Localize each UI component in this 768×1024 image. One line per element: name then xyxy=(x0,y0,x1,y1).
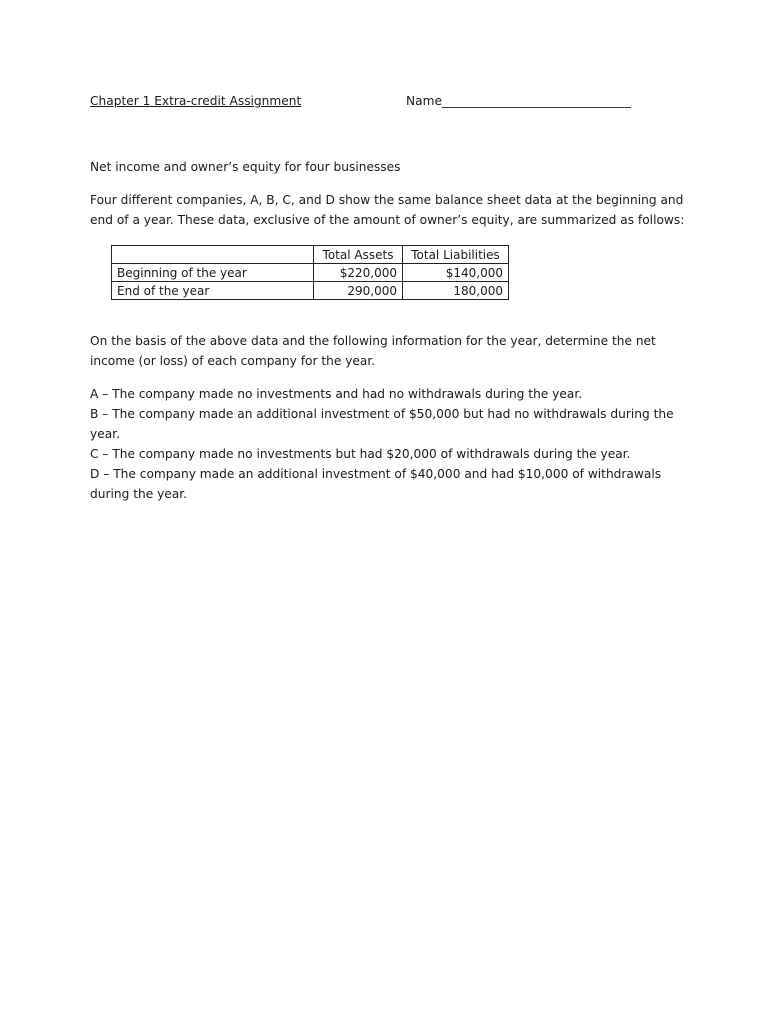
table-header-total-assets: Total Assets xyxy=(314,246,403,264)
table-row-label: Beginning of the year xyxy=(112,264,314,282)
table-cell-assets: $220,000 xyxy=(314,264,403,282)
table-cell-liabilities: $140,000 xyxy=(403,264,509,282)
section-heading: Net income and owner’s equity for four businesses xyxy=(90,160,401,174)
intro-paragraph: Four different companies, A, B, C, and D show the same balance sheet data at the beginning and end of a year. These data, exclusive of the amount of owner’s equity, are summarized as follows: xyxy=(90,193,685,227)
table-header-row xyxy=(112,246,509,264)
balance-sheet-table xyxy=(111,245,509,300)
table-row xyxy=(112,282,509,300)
list-item: D – The company made an additional investment of $40,000 and had $10,000 of withdrawals during the year. xyxy=(90,467,662,501)
company-scenarios-list xyxy=(90,384,690,504)
table-cell-assets: 290,000 xyxy=(314,282,403,300)
instructions-paragraph: On the basis of the above data and the following information for the year, determine the net income (or loss) of each company for the year. xyxy=(90,334,656,368)
table-header-total-liabilities: Total Liabilities xyxy=(403,246,509,264)
table-header-blank xyxy=(112,246,314,264)
name-field-label: Name_______________________________ xyxy=(406,94,631,108)
table-cell-liabilities: 180,000 xyxy=(403,282,509,300)
list-item: B – The company made an additional investment of $50,000 but had no withdrawals during the year. xyxy=(90,407,674,441)
table-row xyxy=(112,264,509,282)
table-row-label: End of the year xyxy=(112,282,314,300)
list-item: A – The company made no investments and had no withdrawals during the year. xyxy=(90,387,583,401)
list-item: C – The company made no investments but had $20,000 of withdrawals during the year. xyxy=(90,447,631,461)
assignment-title: Chapter 1 Extra-credit Assignment xyxy=(90,94,302,108)
